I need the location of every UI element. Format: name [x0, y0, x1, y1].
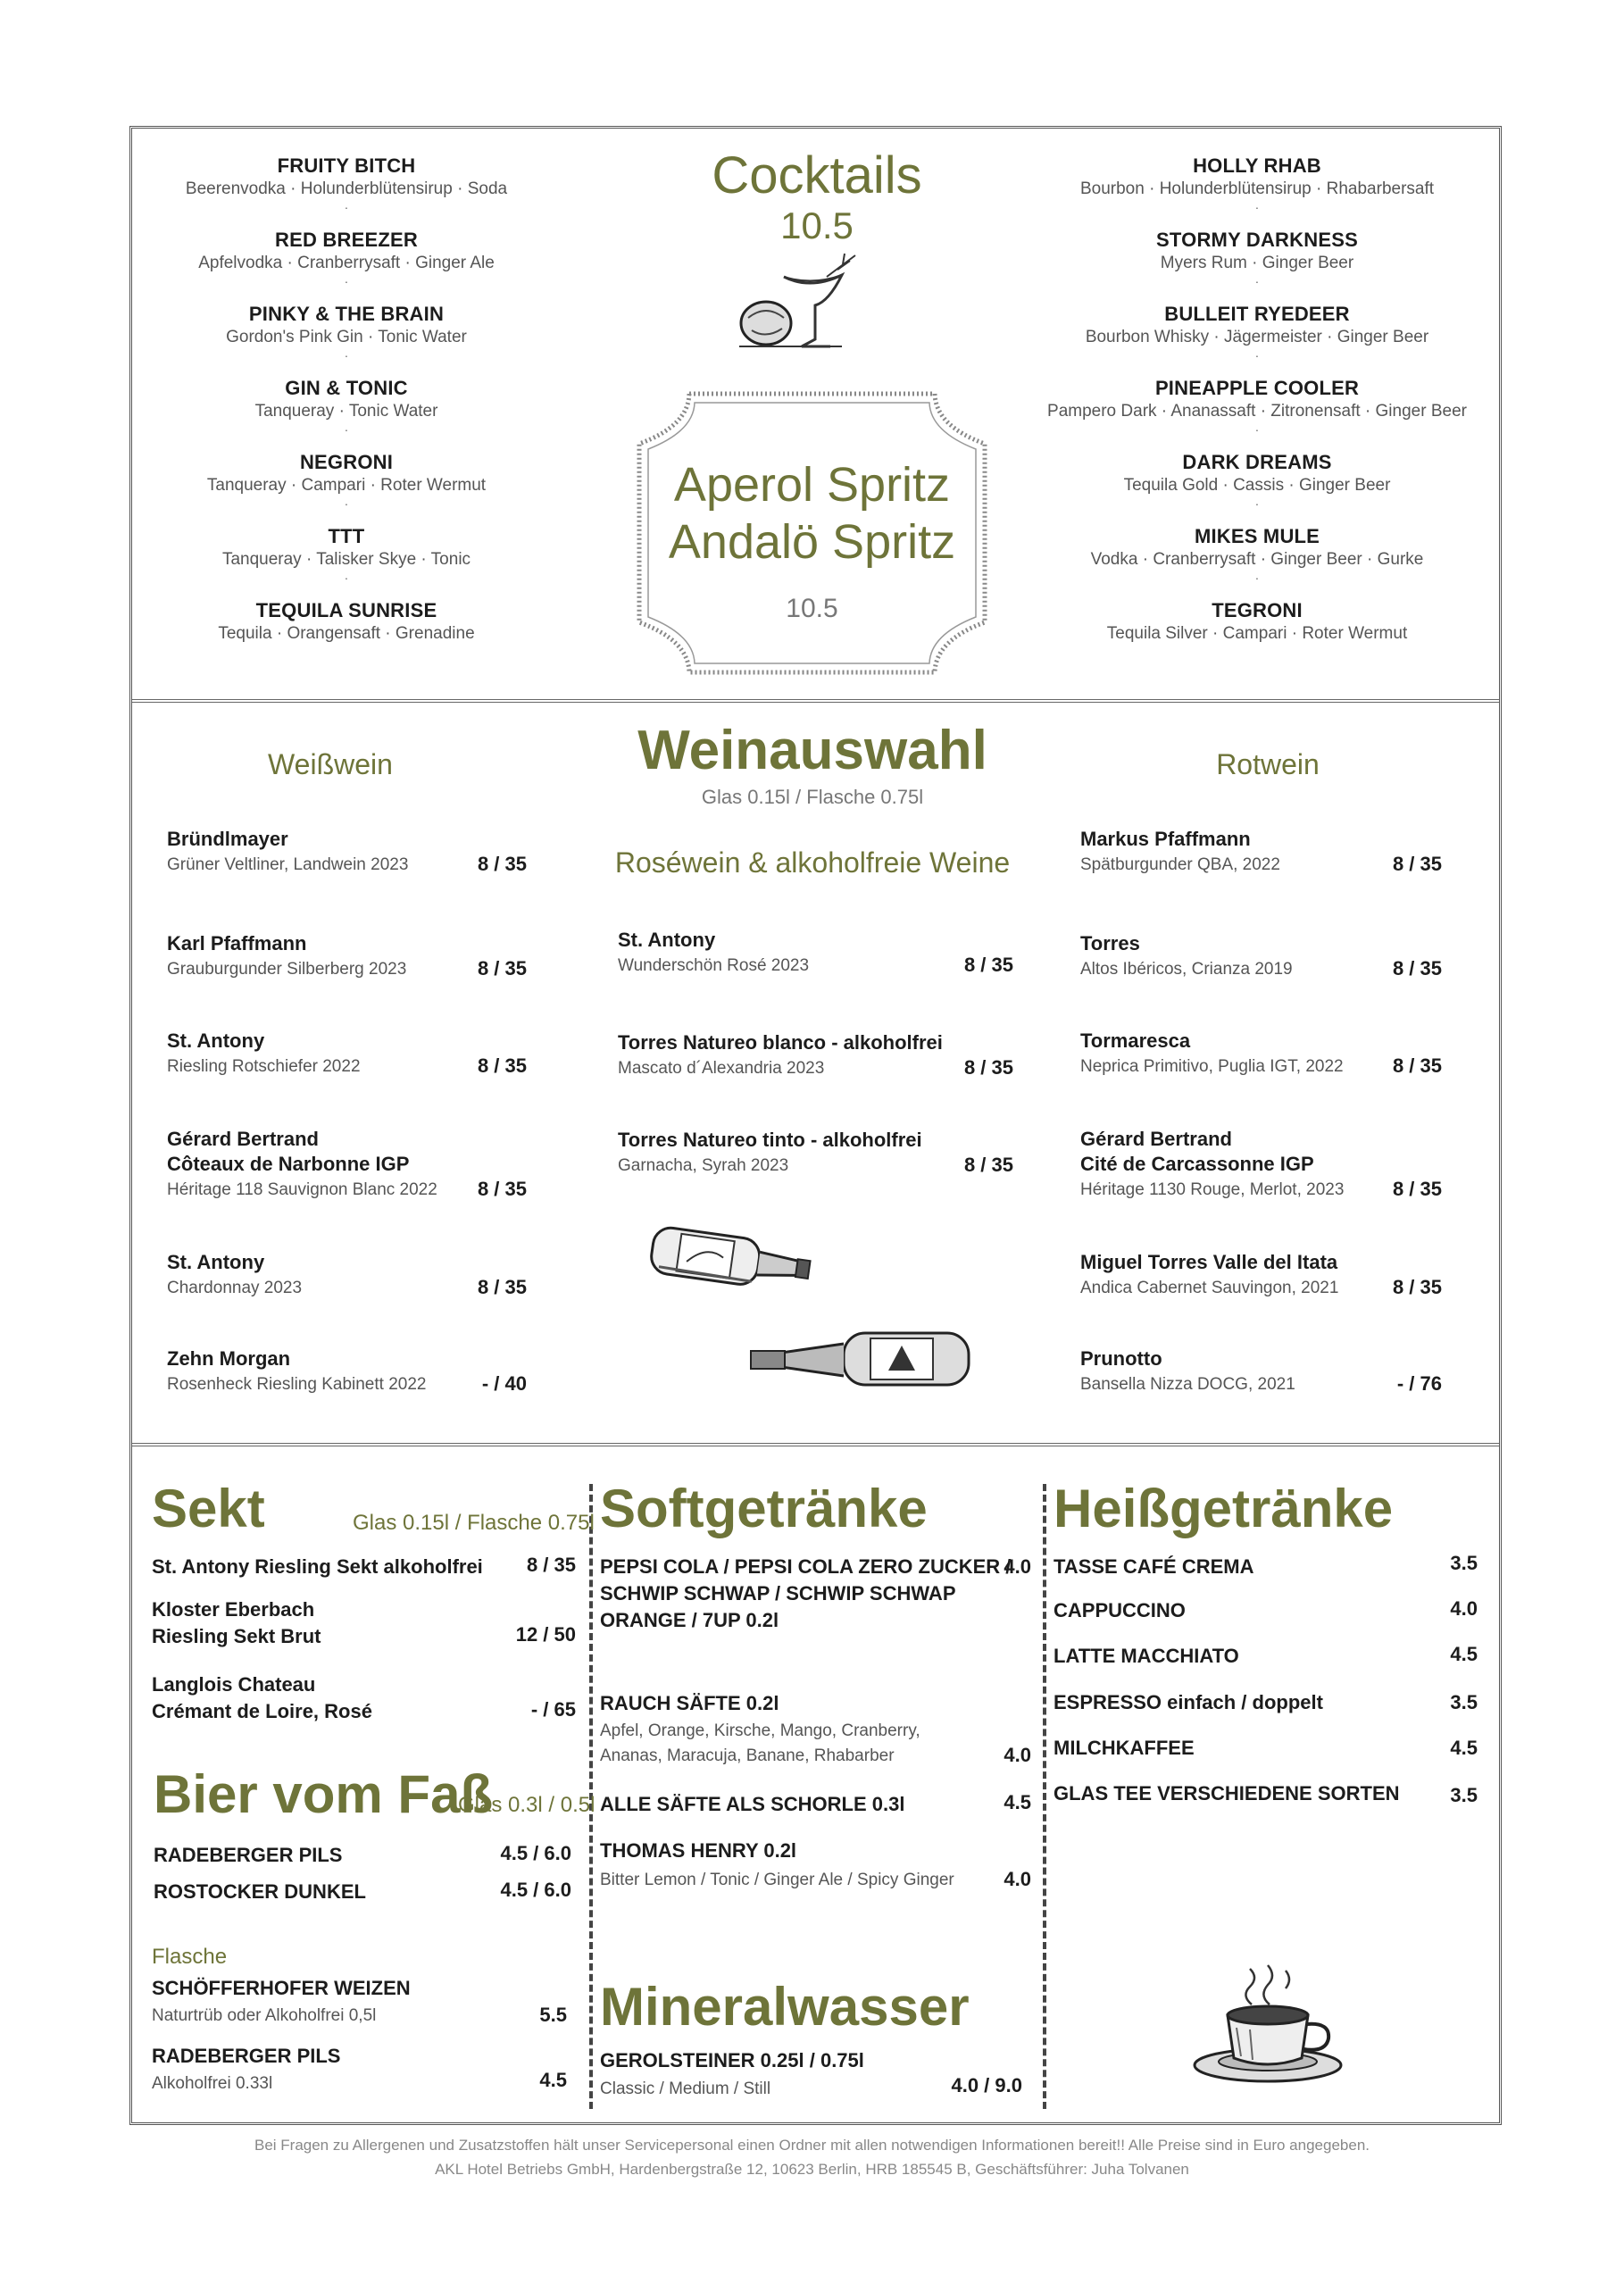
bottle-beer-desc: Alkoholfrei 0.33l [152, 2074, 273, 2093]
cocktail-desc: Apfelvodka · Cranberrysaft · Ginger Ale [198, 254, 495, 272]
soft-name: ALLE SÄFTE ALS SCHORLE 0.3l [600, 1793, 905, 1815]
water-desc: Classic / Medium / Still [600, 2079, 771, 2098]
cocktail-name: PINEAPPLE COOLER [1154, 377, 1360, 399]
soft-name: RAUCH SÄFTE 0.2l [600, 1692, 779, 1714]
wine-name: Bründlmayer [167, 828, 288, 850]
cocktail-item: PINKY & THE BRAIN Gordon's Pink Gin · Tonic Water · [114, 303, 579, 362]
wine-name: Miguel Torres Valle del Itata [1080, 1251, 1338, 1273]
soft-price: 4.0 [1004, 1744, 1031, 1766]
wine-desc: Andica Cabernet Sauvingon, 2021 [1080, 1279, 1339, 1297]
cocktail-desc: Tequila Silver · Campari · Roter Wermut [1106, 624, 1408, 643]
cocktail-desc: Tequila Gold · Cassis · Ginger Beer [1123, 476, 1391, 495]
sekt-sizes: Glas 0.15l / Flasche 0.75l [353, 1511, 595, 1535]
cocktail-name: GIN & TONIC [285, 377, 408, 399]
wine-name-line2: Côteaux de Narbonne IGP [167, 1153, 410, 1175]
cocktail-name: BULLEIT RYEDEER [1164, 303, 1350, 325]
cocktail-name: PINKY & THE BRAIN [248, 303, 445, 325]
cocktail-item: HOLLY RHAB Bourbon · Holunderblütensirup · Rhabarbersaft · [1025, 154, 1489, 213]
cocktail-name: DARK DREAMS [1182, 451, 1332, 473]
wine-title: Weinauswahl [637, 720, 987, 781]
hot-name: MILCHKAFFEE [1054, 1737, 1195, 1759]
cocktail-name: HOLLY RHAB [1193, 154, 1321, 177]
wine-desc: Altos Ibéricos, Crianza 2019 [1080, 960, 1293, 979]
beer-name: ROSTOCKER DUNKEL [154, 1880, 366, 1903]
red-wine-title: Rotwein [1216, 748, 1320, 780]
wine-desc: Neprica Primitivo, Puglia IGT, 2022 [1080, 1057, 1344, 1076]
wine-name: St. Antony [618, 929, 716, 951]
wine-name: Zehn Morgan [167, 1347, 291, 1370]
soft-desc: Bitter Lemon / Tonic / Ginger Ale / Spicy Ginger [600, 1871, 954, 1889]
beer-sizes: Glas 0.3l / 0.5l [458, 1793, 595, 1817]
wine-price: - / 40 [481, 1372, 527, 1395]
sekt-price: 8 / 35 [526, 1554, 576, 1576]
wine-name: St. Antony [167, 1251, 265, 1273]
wine-name: Torres Natureo blanco - alkoholfrei [618, 1031, 943, 1054]
cocktail-desc: Myers Rum · Ginger Beer [1160, 254, 1354, 272]
rose-wine-title: Roséwein & alkoholfreie Weine [614, 846, 1011, 879]
hot-price: 3.5 [1450, 1691, 1478, 1713]
bottle-beer-name: RADEBERGER PILS [152, 2045, 341, 2067]
wine-name-line2: Cité de Carcassonne IGP [1080, 1153, 1314, 1175]
champagne-bottle-icon [745, 1326, 978, 1397]
water-title: Mineralwasser [600, 1977, 970, 2037]
wine-desc: Wunderschön Rosé 2023 [618, 956, 810, 975]
cocktail-item [1025, 599, 1489, 644]
cocktail-name: TTT [328, 525, 365, 547]
bottle-beer-price: 5.5 [539, 2004, 567, 2026]
wine-bottle-icon [643, 1214, 821, 1304]
wine-sizes: Glas 0.15l / Flasche 0.75l [701, 786, 924, 808]
cocktail-item: BULLEIT RYEDEER Bourbon Whisky · Jägermeister · Ginger Beer · [1025, 303, 1489, 362]
beer-price: 4.5 / 6.0 [500, 1879, 571, 1901]
wine-price: 8 / 35 [477, 957, 527, 979]
cocktail-name: RED BREEZER [275, 229, 418, 251]
wine-price: 8 / 35 [477, 1178, 527, 1200]
wine-price: 8 / 35 [1392, 957, 1442, 979]
soft-name-line3: ORANGE / 7UP 0.2l [600, 1609, 779, 1631]
cocktail-desc: Vodka · Cranberrysaft · Ginger Beer · Gurke [1090, 550, 1424, 569]
soft-name-line2: SCHWIP SCHWAP / SCHWIP SCHWAP [600, 1582, 956, 1604]
section-divider-wine [132, 1443, 1499, 1446]
column-divider-right [1043, 1484, 1046, 2109]
cocktail-item: PINEAPPLE COOLER Pampero Dark · Ananassaft · Zitronensaft · Ginger Beer · [1025, 377, 1489, 436]
wine-name: Prunotto [1080, 1347, 1162, 1370]
cocktail-item: GIN & TONIC Tanqueray · Tonic Water · [114, 377, 579, 436]
coffee-cup-icon [1187, 1960, 1348, 2085]
beer-name: RADEBERGER PILS [154, 1844, 343, 1866]
soft-title: Softgetränke [600, 1479, 928, 1538]
cocktail-name: TEQUILA SUNRISE [255, 599, 437, 621]
wine-price: 8 / 35 [477, 1276, 527, 1298]
hot-name: CAPPUCCINO [1054, 1599, 1186, 1621]
soft-price: 4.0 [1004, 1868, 1031, 1890]
sekt-title: Sekt [152, 1479, 265, 1538]
wine-name: Torres [1080, 932, 1140, 954]
cocktail-item: FRUITY BITCH Beerenvodka · Holunderblütensirup · Soda · [114, 154, 579, 213]
sekt-name-line2: Crémant de Loire, Rosé [152, 1700, 372, 1722]
cocktail-desc: Bourbon Whisky · Jägermeister · Ginger Beer [1085, 328, 1429, 346]
cocktail-glass-icon [730, 250, 864, 357]
cocktail-desc: Tequila · Orangensaft · Grenadine [218, 624, 475, 643]
sekt-name: St. Antony Riesling Sekt alkoholfrei [152, 1555, 483, 1578]
cocktail-name: MIKES MULE [1194, 525, 1320, 547]
hot-name: GLAS TEE VERSCHIEDENE SORTEN [1054, 1782, 1400, 1804]
hot-title: Heißgetränke [1054, 1479, 1394, 1538]
wine-desc: Garnacha, Syrah 2023 [618, 1156, 789, 1175]
footer-allergen-note: Bei Fragen zu Allergenen und Zusatzstoffen hält unser Servicepersonal einen Ordner mit allen notwendigen Informationen bereit!! Alle Preise sind in Euro angegeben. [254, 2137, 1370, 2154]
cocktail-name: STORMY DARKNESS [1156, 229, 1358, 251]
soft-name: THOMAS HENRY 0.2l [600, 1839, 797, 1862]
soft-name: PEPSI COLA / PEPSI COLA ZERO ZUCKER / [600, 1555, 1012, 1578]
wine-price: - / 76 [1396, 1372, 1442, 1395]
footer-company-info: AKL Hotel Betriebs GmbH, Hardenbergstraße 12, 10623 Berlin, HRB 185545 B, Geschäftsführer: Juha Tolvanen [435, 2161, 1189, 2178]
hot-name: LATTE MACCHIATO [1054, 1645, 1239, 1667]
hot-price: 3.5 [1450, 1784, 1478, 1806]
wine-desc: Riesling Rotschiefer 2022 [167, 1057, 361, 1076]
hot-name: ESPRESSO einfach / doppelt [1054, 1691, 1323, 1713]
cocktail-desc: Tanqueray · Tonic Water [254, 402, 438, 421]
spritz-aperol: Aperol Spritz [673, 458, 951, 512]
section-divider-cocktails [132, 699, 1499, 703]
bottle-beer-name: SCHÖFFERHOFER WEIZEN [152, 1977, 411, 1999]
spritz-price: 10.5 [786, 594, 838, 623]
wine-name: Tormaresca [1080, 1029, 1191, 1052]
cocktails-price: 10.5 [780, 204, 854, 246]
sekt-price: 12 / 50 [515, 1623, 576, 1646]
cocktail-name: NEGRONI [299, 451, 394, 473]
cocktail-desc: Tanqueray · Talisker Skye · Tonic [221, 550, 471, 569]
wine-desc: Héritage 1130 Rouge, Merlot, 2023 [1080, 1180, 1345, 1199]
wine-name: Markus Pfaffmann [1080, 828, 1251, 850]
soft-price: 4.5 [1004, 1791, 1031, 1813]
sekt-name: Kloster Eberbach [152, 1598, 315, 1621]
wine-price: 8 / 35 [963, 1056, 1013, 1079]
sekt-price: - / 65 [530, 1698, 576, 1721]
sekt-name: Langlois Chateau [152, 1673, 316, 1696]
wine-name: Torres Natureo tinto - alkoholfrei [618, 1129, 922, 1151]
wine-desc: Spätburgunder QBA, 2022 [1080, 855, 1280, 874]
wine-desc: Héritage 118 Sauvignon Blanc 2022 [167, 1180, 437, 1199]
wine-desc: Rosenheck Riesling Kabinett 2022 [167, 1375, 427, 1394]
soft-desc: Apfel, Orange, Kirsche, Mango, Cranberry, [600, 1721, 920, 1740]
wine-name: Gérard Bertrand [1080, 1128, 1232, 1150]
cocktail-item: MIKES MULE Vodka · Cranberrysaft · Ginger Beer · Gurke · [1025, 525, 1489, 584]
hot-price: 4.5 [1450, 1737, 1478, 1759]
wine-name: Gérard Bertrand [167, 1128, 319, 1150]
cocktail-item: RED BREEZER Apfelvodka · Cranberrysaft · Ginger Ale · [114, 229, 579, 288]
beer-title: Bier vom Faß [154, 1764, 494, 1824]
water-price: 4.0 / 9.0 [951, 2074, 1022, 2096]
hot-price: 4.5 [1450, 1643, 1478, 1665]
wine-name: St. Antony [167, 1029, 265, 1052]
cocktail-item [114, 599, 579, 644]
wine-desc: Bansella Nizza DOCG, 2021 [1080, 1375, 1295, 1394]
cocktail-name: TEGRONI [1212, 599, 1303, 621]
cocktail-item: DARK DREAMS Tequila Gold · Cassis · Ginger Beer · [1025, 451, 1489, 510]
cocktail-desc: Tanqueray · Campari · Roter Wermut [206, 476, 487, 495]
cocktail-item: NEGRONI Tanqueray · Campari · Roter Wermut · [114, 451, 579, 510]
cocktails-title: Cocktails [712, 146, 922, 204]
wine-desc: Mascato d´Alexandria 2023 [618, 1059, 825, 1078]
cocktail-item: STORMY DARKNESS Myers Rum · Ginger Beer · [1025, 229, 1489, 288]
wine-price: 8 / 35 [477, 853, 527, 875]
hot-name: TASSE CAFÉ CREMA [1054, 1555, 1254, 1578]
wine-price: 8 / 35 [963, 954, 1013, 976]
beer-price: 4.5 / 6.0 [500, 1842, 571, 1864]
bottle-label: Flasche [152, 1945, 228, 1969]
hot-price: 3.5 [1450, 1552, 1478, 1574]
white-wine-title: Weißwein [268, 748, 393, 780]
wine-desc: Grüner Veltliner, Landwein 2023 [167, 855, 409, 874]
wine-desc: Chardonnay 2023 [167, 1279, 303, 1297]
wine-price: 8 / 35 [1392, 1178, 1442, 1200]
cocktail-desc: Pampero Dark · Ananassaft · Zitronensaft · Ginger Beer [1047, 402, 1467, 421]
wine-desc: Grauburgunder Silberberg 2023 [167, 960, 407, 979]
cocktail-name: FRUITY BITCH [277, 154, 416, 177]
wine-name: Karl Pfaffmann [167, 932, 307, 954]
soft-price: 4.0 [1004, 1555, 1031, 1578]
cocktail-desc: Beerenvodka · Holunderblütensirup · Soda [185, 179, 508, 198]
bottle-beer-price: 4.5 [539, 2069, 567, 2091]
cocktail-desc: Bourbon · Holunderblütensirup · Rhabarbersaft [1079, 179, 1435, 198]
wine-price: 8 / 35 [1392, 1054, 1442, 1077]
wine-price: 8 / 35 [477, 1054, 527, 1077]
water-name: GEROLSTEINER 0.25l / 0.75l [600, 2049, 864, 2071]
bottle-beer-desc: Naturtrüb oder Alkoholfrei 0,5l [152, 2006, 377, 2025]
cocktail-desc: Gordon's Pink Gin · Tonic Water [226, 328, 467, 346]
hot-price: 4.0 [1450, 1597, 1478, 1620]
spritz-andalo: Andalö Spritz [668, 515, 956, 569]
wine-price: 8 / 35 [1392, 1276, 1442, 1298]
wine-price: 8 / 35 [963, 1154, 1013, 1176]
cocktail-item: TTT Tanqueray · Talisker Skye · Tonic · [114, 525, 579, 584]
sekt-name-line2: Riesling Sekt Brut [152, 1625, 321, 1647]
wine-price: 8 / 35 [1392, 853, 1442, 875]
soft-desc-line2: Ananas, Maracuja, Banane, Rhabarber [600, 1746, 895, 1765]
